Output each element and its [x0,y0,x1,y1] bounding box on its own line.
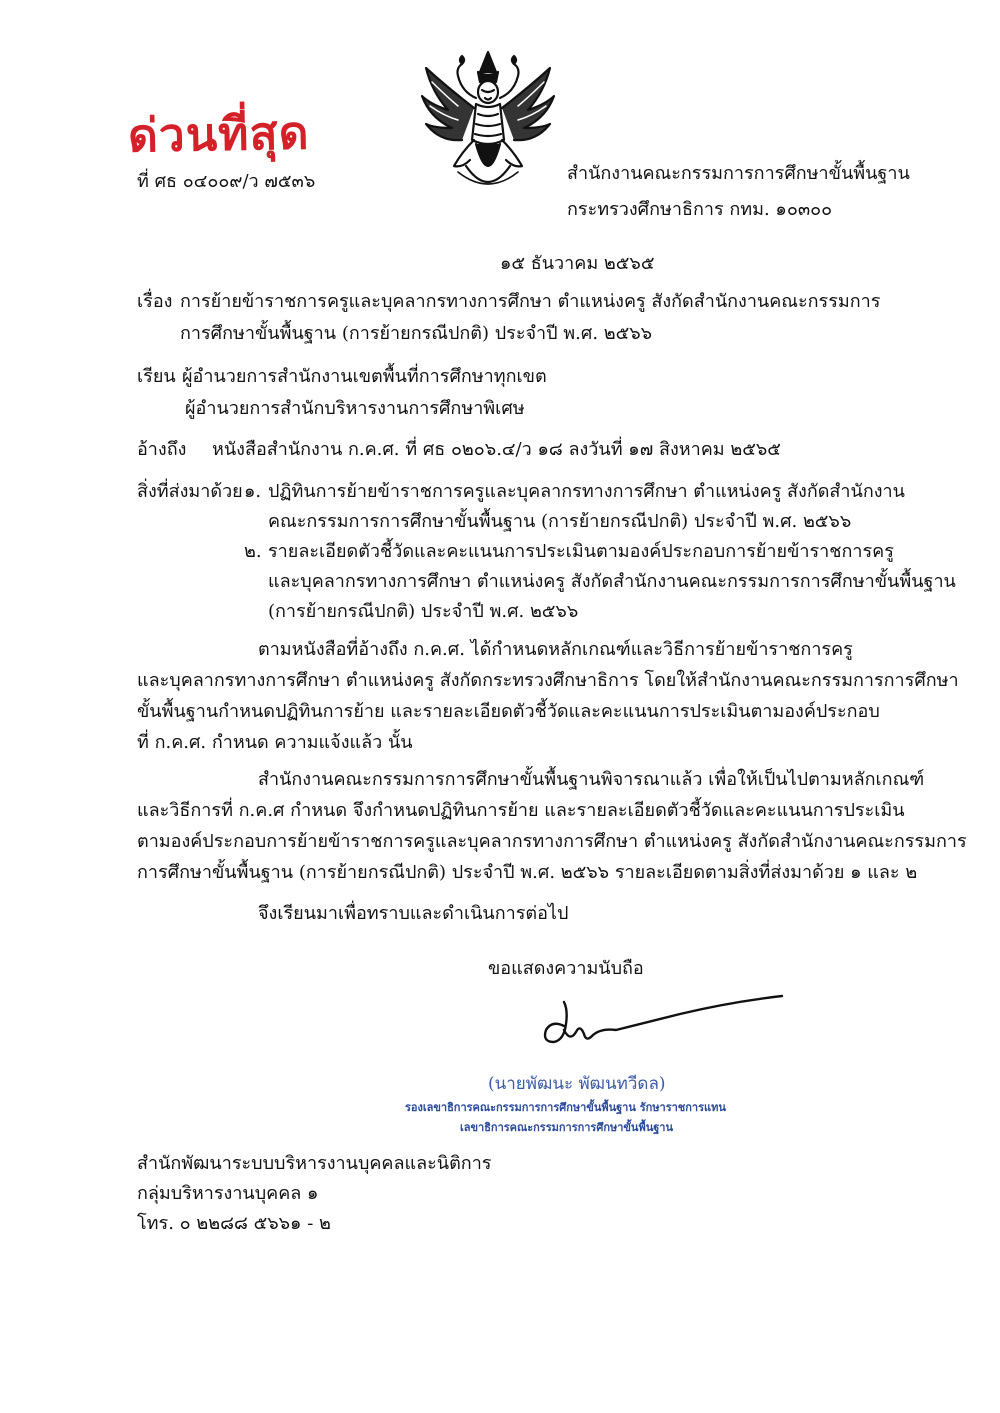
reference-text: หนังสือสำนักงาน ก.ค.ศ. ที่ ศธ ๐๒๐๖.๔/ว ๑๘ ลงวันที่ ๑๗ สิงหาคม ๒๕๖๕ [212,439,781,460]
handwritten-signature [530,990,790,1060]
enclosure-number: ๒. [244,541,262,562]
org-name: สำนักงานคณะกรรมการการศึกษาขั้นพื้นฐาน [567,163,910,184]
addressee-line: ผู้อำนวยการสำนักบริหารงานการศึกษาพิเศษ [185,398,525,419]
body-paragraph-line: และบุคลากรทางการศึกษา ตำแหน่งครู สังกัดกระทรวงศึกษาธิการ โดยให้สำนักงานคณะกรรมการการศึกษา [137,670,959,691]
enclosure-line: และบุคลากรทางการศึกษา ตำแหน่งครู สังกัดสำนักงานคณะกรรมการการศึกษาขั้นพื้นฐาน [268,571,956,592]
signer-title: เลขาธิการคณะกรรมการการศึกษาขั้นพื้นฐาน [460,1121,673,1134]
subject-line: การย้ายข้าราชการครูและบุคลากรทางการศึกษา ตำแหน่งครู สังกัดสำนักงานคณะกรรมการ [180,291,881,312]
enclosure-line: (การย้ายกรณีปกติ) ประจำปี พ.ศ. ๒๕๖๖ [268,601,579,622]
complimentary-close: ขอแสดงความนับถือ [488,958,644,979]
addressee-line: ผู้อำนวยการสำนักงานเขตพื้นที่การศึกษาทุกเขต [182,366,547,387]
body-paragraph-line: และวิธีการที่ ก.ค.ศ กำหนด จึงกำหนดปฏิทินการย้าย และรายละเอียดตัวชี้วัดและคะแนนการประเมิน [137,800,905,821]
body-paragraph-line: ตามองค์ประกอบการย้ายข้าราชการครูและบุคลากรทางการศึกษา ตำแหน่งครู สังกัดสำนักงานคณะกรรมการ [137,831,967,852]
org-address: กระทรวงศึกษาธิการ กทม. ๑๐๓๐๐ [567,199,833,220]
reference-label: อ้างถึง [137,439,187,460]
enclosure-line: รายละเอียดตัวชี้วัดและคะแนนการประเมินตามองค์ประกอบการย้ายข้าราชการครู [268,541,894,562]
subject-label: เรื่อง [137,291,173,312]
body-paragraph-line: สำนักงานคณะกรรมการการศึกษาขั้นพื้นฐานพิจารณาแล้ว เพื่อให้เป็นไปตามหลักเกณฑ์ [258,769,925,790]
closing-request: จึงเรียนมาเพื่อทราบและดำเนินการต่อไป [258,903,569,924]
document-number: ที่ ศธ ๐๔๐๐๙/ว ๗๕๓๖ [137,171,316,192]
body-paragraph-line: ตามหนังสือที่อ้างถึง ก.ค.ศ. ได้กำหนดหลักเกณฑ์และวิธีการย้ายข้าราชการครู [258,639,853,660]
enclosure-line: ปฏิทินการย้ายข้าราชการครูและบุคลากรทางการศึกษา ตำแหน่งครู สังกัดสำนักงาน [268,481,905,502]
urgent-stamp: ด่วนที่สุด [127,105,310,163]
enclosures-label: สิ่งที่ส่งมาด้วย [137,481,243,502]
enclosure-line: คณะกรรมการการศึกษาขั้นพื้นฐาน (การย้ายกรณีปกติ) ประจำปี พ.ศ. ๒๕๖๖ [268,511,852,532]
footer-group: กลุ่มบริหารงานบุคคล ๑ [137,1183,319,1204]
body-paragraph-line: ขั้นพื้นฐานกำหนดปฏิทินการย้าย และรายละเอียดตัวชี้วัดและคะแนนการประเมินตามองค์ประกอบ [137,701,880,722]
body-paragraph-line: ที่ ก.ค.ศ. กำหนด ความแจ้งแล้ว นั้น [137,732,413,753]
addressee-label: เรียน [137,366,176,387]
footer-phone: โทร. ๐ ๒๒๘๘ ๕๖๖๑ - ๒ [137,1213,331,1234]
signer-title: รองเลขาธิการคณะกรรมการการศึกษาขั้นพื้นฐาน รักษาราชการแทน [405,1101,726,1114]
garuda-emblem-icon [418,48,558,198]
enclosure-number: ๑. [244,481,262,502]
letter-date: ๑๕ ธันวาคม ๒๕๖๕ [500,253,655,274]
subject-line: การศึกษาขั้นพื้นฐาน (การย้ายกรณีปกติ) ประจำปี พ.ศ. ๒๕๖๖ [180,323,653,344]
footer-office: สำนักพัฒนาระบบบริหารงานบุคคลและนิติการ [137,1153,492,1174]
body-paragraph-line: การศึกษาขั้นพื้นฐาน (การย้ายกรณีปกติ) ประจำปี พ.ศ. ๒๕๖๖ รายละเอียดตามสิ่งที่ส่งมาด้วย ๑ และ ๒ [137,862,918,883]
signer-name: (นายพัฒนะ พัฒนทวีดล) [488,1074,666,1094]
